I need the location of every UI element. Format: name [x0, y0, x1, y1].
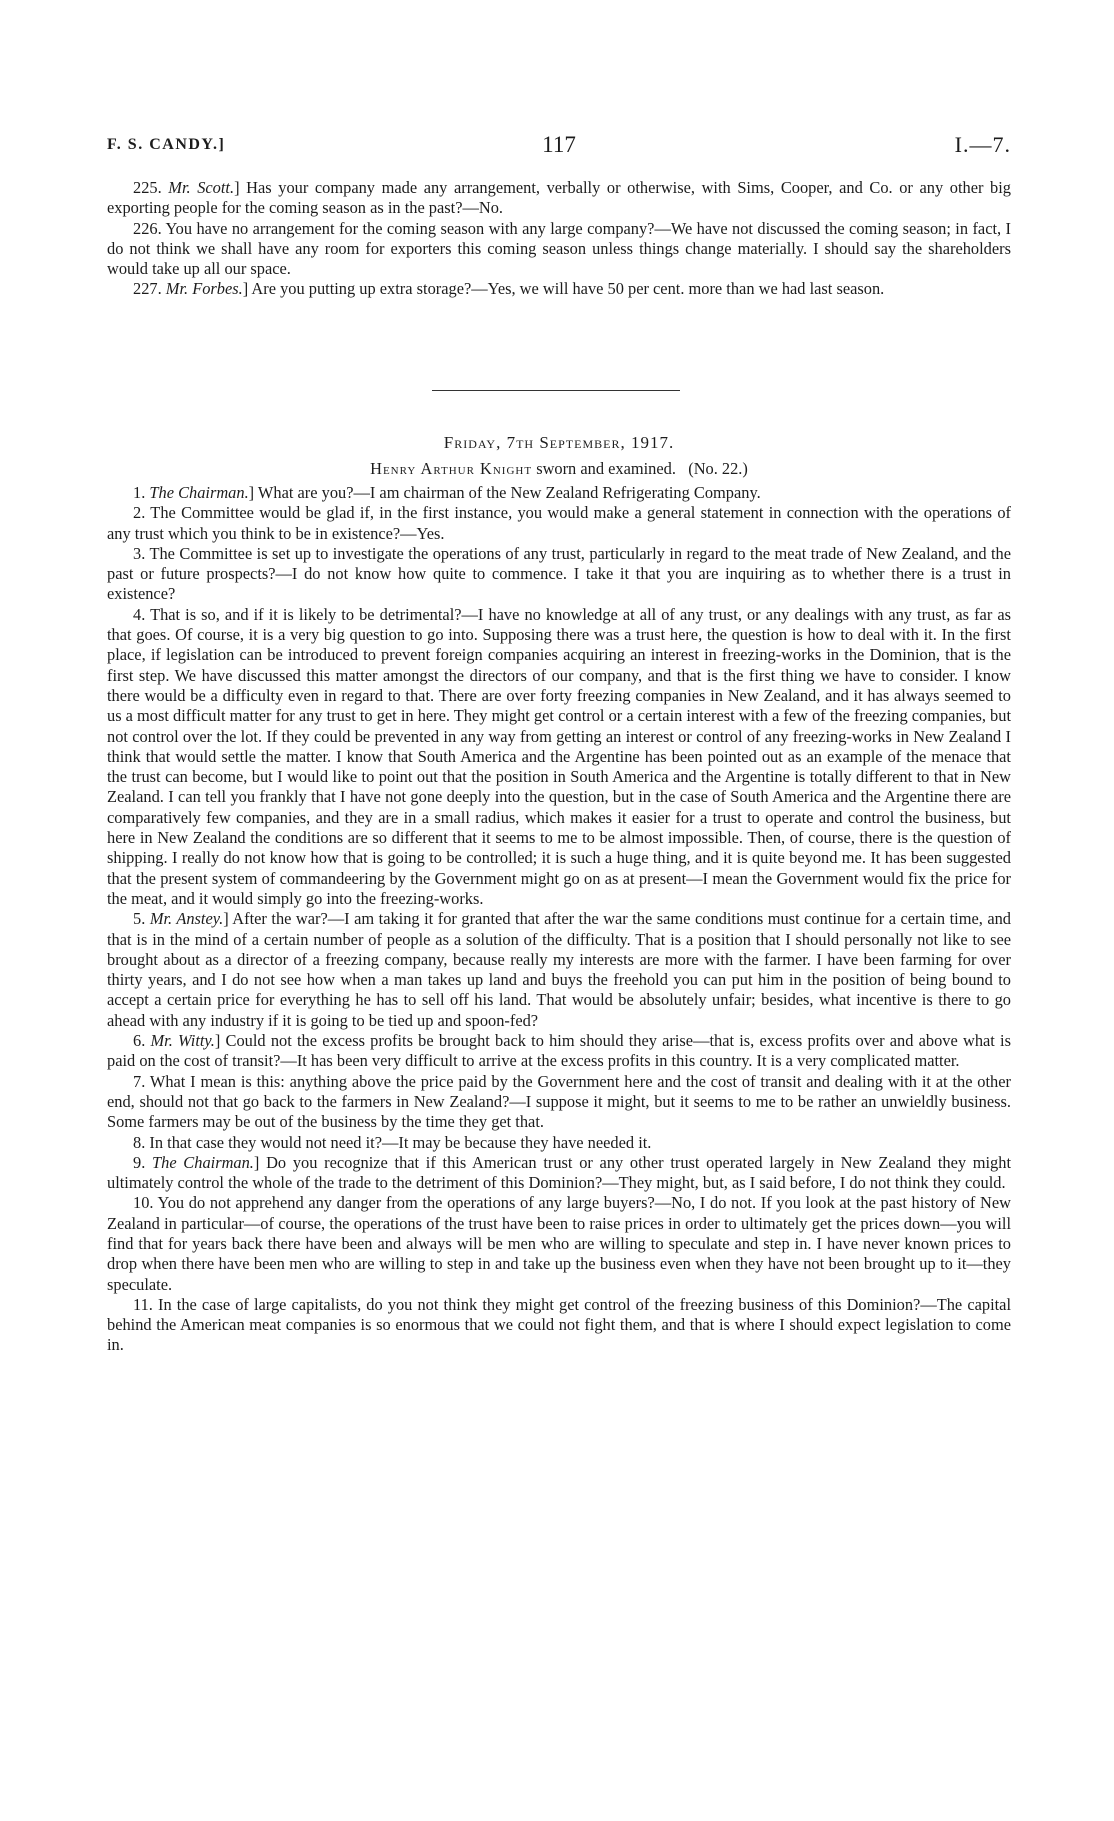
- testimony-paragraph: [107, 1153, 1011, 1194]
- paragraph-text: ] What are you?—I am chairman of the New Zealand Refrigerating Company.: [248, 483, 761, 502]
- question-number: 4.: [133, 604, 146, 624]
- witness-name: Henry Arthur Knight: [370, 459, 533, 478]
- testimony-paragraph: [107, 219, 1011, 280]
- testimony-paragraph: [107, 178, 1011, 219]
- testimony-paragraph: [107, 1031, 1011, 1072]
- paragraph-text: In the case of large capitalists, do you not think they might get control of the freezing business of this Dominion?—The capital behind the American meat companies is so enormous that we could not fight them, and that is where I should expect legislation to come in.: [107, 1294, 1011, 1355]
- testimony-paragraph: [107, 909, 1011, 1031]
- speaker-name: Mr. Forbes.: [165, 279, 243, 299]
- paragraph-text: You have no arrangement for the coming season with any large company?—We have not discussed the coming season; in fact, I do not think we shall have any room for exporters this coming season unless things change materially. I should say the shareholders would take up all our space.: [107, 218, 1011, 279]
- testimony-paragraph: [107, 503, 1011, 544]
- question-number: 6.: [133, 1031, 146, 1051]
- paragraph-text: ] After the war?—I am taking it for granted that after the war the same conditions must continue for a certain time, and that is in the mind of a certain number of people as a solution of the difficulty. That is a position that I should personally not like to see brought about as a director of a freezing company, because really my interests are more with the farmer. I have been farming for over thirty years, and I do not see how when a man takes up land and buys the freehold you can put him in the position of being bound to accept a certain price for everything he has to sell off his land. That would be absolutely unfair; besides, what incentive is there to go ahead with any industry if it is going to be tied up and spoon-fed?: [107, 909, 1012, 1030]
- question-number: 227.: [133, 279, 162, 299]
- question-number: 8.: [133, 1132, 146, 1152]
- paragraph-text: The Committee would be glad if, in the first instance, you would make a general statement in connection with the operations of any trust which you think to be in existence?—Yes.: [107, 503, 1011, 543]
- session-date: Friday, 7th September, 1917.: [443, 433, 675, 452]
- paragraph-text: That is so, and if it is likely to be detrimental?—I have no knowledge at all of any trust, or any dealings with any trust, as far as that goes. Of course, it is a very big question to go into. Supposing there was a trust here, the question is how to deal with it. In the first place, if legislation can be introduced to prevent foreign companies acquiring an interest in freezing-works in the Dominion, that is the first step. We have discussed this matter amongst the directors of our company, and that is the first thing we have to consider. I know there would be a difficulty even in regard to that. There are over forty freezing companies in New Zealand, and it has always seemed to us a most difficult matter for any trust to get in here. They might get control or a certain interest with a few of the freezing companies, but not control over the lot. If they could be prevented in any way from getting an interest or control of any freezing-works in New Zealand I think that would settle the matter. I know that South America and the Argentine has been pointed out as an example of the menace that the trust can become, but I would like to point out that the position in South America and the Argentine is totally different to that in New Zealand. I can tell you frankly that I have not gone deeply into the question, but in the case of South America and the Argentine there are comparatively few companies, and they are in a small radius, which makes it easier for a trust to operate and control the business, but here in New Zealand the conditions are so different that it seems to me to be almost impossible. Then, of course, there is the question of shipping. I really do not know how that is going to be controlled; it is such a huge thing, and it is quite beyond me. It has been suggested that the present system of commandeering by the Government might go on as at present—I mean the Government would fix the price for the meat, and it would simply go into the freezing-works.: [107, 604, 1011, 908]
- question-number: 5.: [133, 909, 146, 929]
- testimony-paragraph: [107, 1193, 1011, 1294]
- question-number: 225.: [133, 178, 162, 197]
- paragraph-text: ] Could not the excess profits be brought back to him should they arise—that is, excess profits over and above what is paid on the cost of transit?—It has been very difficult to arrive at the excess profits in this country. It is a very complicated matter.: [107, 1031, 1011, 1071]
- page-header: [107, 132, 1011, 162]
- testimony-paragraph: [107, 483, 1011, 503]
- previous-testimony-block: [107, 178, 1011, 300]
- speaker-name: Mr. Anstey.: [149, 909, 224, 929]
- question-number: 226.: [133, 218, 162, 238]
- question-number: 3.: [133, 543, 146, 563]
- section-divider: [432, 390, 680, 391]
- speaker-name: The Chairman.: [152, 1152, 254, 1172]
- question-number: 7.: [133, 1071, 146, 1091]
- testimony-paragraph: [107, 1295, 1011, 1356]
- question-number: 1.: [133, 483, 146, 502]
- document-reference: I.—7.: [954, 132, 1011, 157]
- question-number: 10.: [133, 1193, 154, 1213]
- speaker-name: Mr. Witty.: [150, 1031, 215, 1051]
- witness-number: (No. 22.): [688, 459, 748, 478]
- paragraph-text: ] Has your company made any arrangement, verbally or otherwise, with Sims, Cooper, and Co. or any other big exporting people for the coming season as in the past?—No.: [107, 178, 1011, 218]
- paragraph-text: ] Are you putting up extra storage?—Yes, we will have 50 per cent. more than we had last season.: [242, 279, 885, 299]
- paragraph-text: ] Do you recognize that if this American trust or any other trust operated largely in New Zealand they might ultimately control the whole of the trade to the detriment of this Dominion?—They might, but, as I said before, I do not think they could.: [107, 1152, 1011, 1193]
- page-number: 117: [542, 132, 576, 157]
- question-number: 2.: [133, 503, 146, 523]
- speaker-name: Mr. Scott.: [168, 178, 235, 197]
- testimony-paragraph: [107, 1072, 1011, 1133]
- testimony-paragraph: [107, 605, 1011, 909]
- testimony-block: [107, 483, 1011, 1356]
- testimony-paragraph: [107, 279, 1011, 299]
- witness-status: sworn and examined.: [532, 459, 676, 478]
- speaker-name: The Chairman.: [149, 483, 249, 502]
- testimony-paragraph: [107, 1133, 1011, 1153]
- paragraph-text: You do not apprehend any danger from the operations of any large buyers?—No, I do not. If you look at the past history of New Zealand in particular—of course, the operations of the trust have been to raise prices in order to ultimately get the prices down—you will find that for years back there have been and always will be men who are willing to speculate and step in. I have never known prices to drop when there have been men who are willing to step in and take up the business even when they have not been brought up to it—they speculate.: [107, 1193, 1011, 1294]
- witness-heading: [107, 459, 1011, 479]
- question-number: 11.: [133, 1294, 153, 1314]
- testimony-paragraph: [107, 544, 1011, 605]
- witness-running-head: F. S. CANDY.]: [107, 136, 226, 153]
- question-number: 9.: [133, 1152, 146, 1172]
- paragraph-text: The Committee is set up to investigate the operations of any trust, particularly in regard to the meat trade of New Zealand, and the past or future prospects?—I do not know how quite to commence. I take it that you are inquiring as to whether there is a trust in existence?: [107, 543, 1011, 604]
- paragraph-text: What I mean is this: anything above the price paid by the Government here and the cost of transit and dealing with it at the other end, should not that go back to the farmers in New Zealand?—I suppose it might, but it seems to me to be rather an unwieldly business. Some farmers may be out of the business by the time they get that.: [107, 1071, 1011, 1132]
- paragraph-text: In that case they would not need it?—It may be because they have needed it.: [145, 1132, 652, 1152]
